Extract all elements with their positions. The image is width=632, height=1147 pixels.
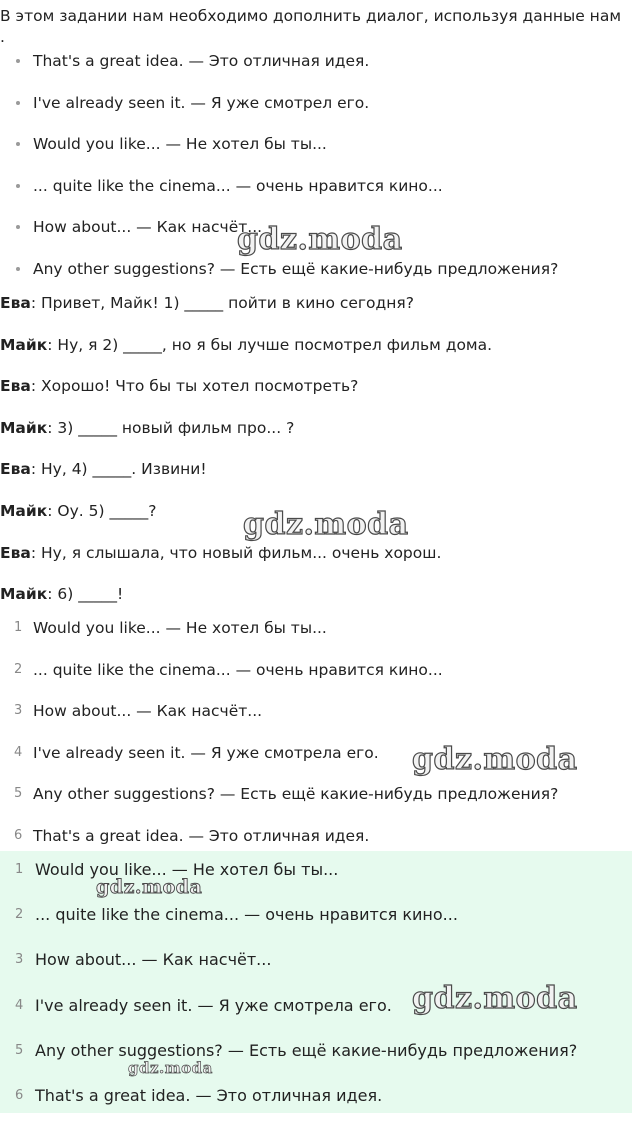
- phrase-list: [0, 50, 632, 300]
- list-item: [0, 1040, 632, 1085]
- speaker-name: Майк: [0, 418, 48, 437]
- list-item: [0, 617, 632, 659]
- item-number: 5: [15, 1042, 24, 1058]
- item-number: 1: [15, 862, 24, 877]
- item-text: How about... — Как насчёт...: [33, 702, 263, 721]
- watermark: gdz.moda: [237, 222, 403, 257]
- speaker-name: Майк: [0, 585, 48, 604]
- list-item: Would you like... — Не хотел бы ты...: [0, 133, 632, 175]
- item-number: 6: [15, 1087, 24, 1103]
- list-item: ... quite like the cinema... — очень нравится кино...: [0, 175, 632, 217]
- list-item: [0, 783, 632, 825]
- item-number: 3: [15, 952, 24, 968]
- item-text: Would you like... — Не хотел бы ты...: [33, 619, 327, 637]
- speaker-name: Ева: [0, 460, 31, 479]
- item-text: ... quite like the cinema... — очень нравится кино...: [33, 660, 443, 679]
- item-number: 3: [14, 703, 23, 719]
- dialog-text: : Привет, Майк! 1) _____ пойти в кино сегодня?: [30, 294, 414, 312]
- dialog-text: : 6) _____!: [47, 585, 124, 604]
- dialog-text: : Ну, я 2) _____, но я бы лучше посмотрел фильм дома.: [47, 335, 493, 354]
- list-item: [0, 700, 632, 742]
- item-number: 4: [15, 997, 24, 1013]
- item-text: Would you like... — Не хотел бы ты...: [35, 860, 339, 879]
- list-item: [0, 659, 632, 701]
- item-text: How about... — Как насчёт...: [35, 950, 272, 970]
- watermark: gdz.moda: [412, 981, 578, 1016]
- item-number: 1: [14, 620, 23, 635]
- item-text: I've already seen it. — Я уже смотрела его.: [35, 995, 392, 1015]
- dialog-text: : Ну, 4) _____. Извини!: [30, 460, 207, 479]
- watermark: gdz.moda: [128, 1059, 213, 1077]
- list-item: How about... — Как насчёт...: [0, 216, 632, 258]
- list-item: [0, 1085, 632, 1130]
- list-item: Any other suggestions? — Есть ещё какие-нибудь предложения?: [0, 258, 632, 300]
- watermark: gdz.moda: [96, 876, 203, 898]
- item-text: That's a great idea. — Это отличная идея.: [35, 1085, 383, 1105]
- list-item: [0, 859, 632, 904]
- item-text: ... quite like the cinema... — очень нравится кино...: [35, 905, 458, 925]
- speaker-name: Ева: [0, 377, 31, 396]
- item-text: Any other suggestions? — Есть ещё какие-нибудь предложения?: [33, 785, 559, 804]
- dialog-text: : Оу. 5) _____?: [47, 501, 157, 520]
- list-item: I've already seen it. — Я уже смотрел его.: [0, 92, 632, 134]
- item-text: That's a great idea. — Это отличная идея.: [33, 826, 370, 845]
- intro-text: В этом задании нам необходимо дополнить диалог, используя данные нам .: [0, 7, 622, 46]
- dialog-line: [0, 334, 632, 376]
- dialog-line: [0, 458, 632, 500]
- speaker-name: Майк: [0, 335, 48, 354]
- dialog-line: [0, 375, 632, 417]
- item-number: 2: [15, 907, 24, 923]
- list-item: That's a great idea. — Это отличная идея.: [0, 50, 632, 92]
- watermark: gdz.moda: [412, 742, 578, 777]
- watermark: gdz.moda: [243, 507, 409, 542]
- item-number: 4: [14, 744, 23, 760]
- speaker-name: Ева: [0, 294, 31, 312]
- item-number: 5: [14, 786, 23, 802]
- dialog-text: : Ну, я слышала, что новый фильм... очень хорош.: [30, 543, 442, 562]
- item-text: I've already seen it. — Я уже смотрела его.: [33, 743, 379, 762]
- item-text: Any other suggestions? — Есть ещё какие-нибудь предложения?: [35, 1040, 578, 1060]
- item-number: 2: [14, 661, 23, 677]
- dialog-text: : 3) _____ новый фильм про... ?: [47, 418, 295, 437]
- item-number: 6: [14, 827, 23, 843]
- list-item: [0, 904, 632, 949]
- dialog-line: [0, 292, 632, 334]
- dialog-text: : Хорошо! Что бы ты хотел посмотреть?: [30, 377, 359, 396]
- speaker-name: Ева: [0, 543, 31, 562]
- speaker-name: Майк: [0, 501, 48, 520]
- dialog: [0, 292, 632, 625]
- dialog-line: [0, 417, 632, 459]
- dialog-line: [0, 542, 632, 584]
